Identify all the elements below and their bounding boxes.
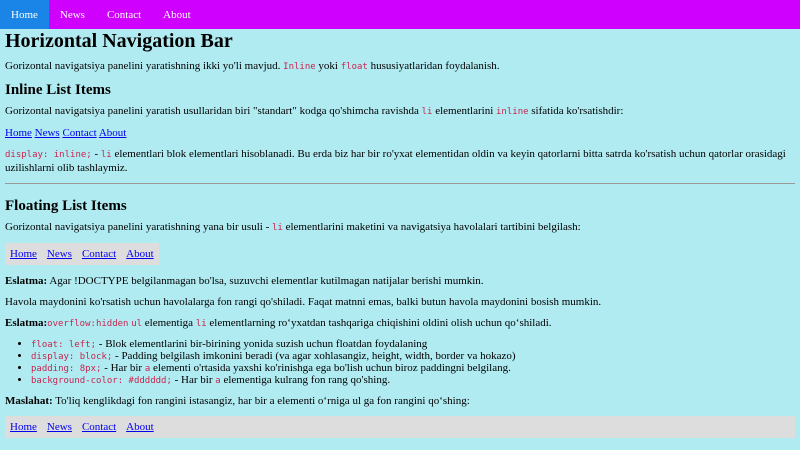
intro-text: yoki xyxy=(318,60,338,72)
inline-note xyxy=(5,148,795,175)
topnav-about[interactable]: About xyxy=(163,8,191,21)
desc-text: Gorizontal navigatsiya panelini yaratish usullaridan biri "standart" kodga qo'shimcha ravishda xyxy=(5,105,419,117)
desc-text: elementlarini xyxy=(435,105,494,117)
note-text: elementlarning roʻyxatdan tashqariga chiqishini oldini olish uchun qoʻshiladi. xyxy=(209,317,552,329)
list-item-text: elementi o'rtasida yaxshi ko'rinishga ega bo'lish uchun biroz paddingni belgilang. xyxy=(153,362,511,374)
link-area-paragraph: Havola maydonini ko'rsatish uchun havolalarga fon rangi qo'shiladi. Faqat matnni emas, balki butun havola maydonini bosish mumkin. xyxy=(5,296,602,308)
inline-link-contact[interactable]: Contact xyxy=(62,127,97,139)
float-link-news[interactable]: News xyxy=(46,248,72,260)
full-width-nav-demo xyxy=(5,416,795,438)
ul-code: ul xyxy=(131,319,143,329)
inline-links-demo xyxy=(5,127,795,140)
desc-text: elementlarini maketini va navigatsiya havolalari tartibini belgilash: xyxy=(285,221,581,233)
note-label: Eslatma: xyxy=(5,275,48,287)
background-color-code: background-color: #dddddd; xyxy=(31,376,172,386)
page-title: Horizontal Navigation Bar xyxy=(5,30,233,52)
full-link-home[interactable]: Home xyxy=(10,421,37,433)
inline-code: inline xyxy=(496,107,529,117)
overflow-hidden-code: overflow:hidden xyxy=(47,319,129,329)
inline-link-about[interactable]: About xyxy=(98,127,127,139)
tip-label: Maslahat: xyxy=(5,395,53,407)
inline-section-description xyxy=(5,105,795,119)
main-content xyxy=(0,30,800,438)
floating-nav-demo xyxy=(5,243,159,265)
list-item-text: - Har bir xyxy=(104,362,143,374)
tip-paragraph xyxy=(5,395,795,408)
note-text: Agar !DOCTYPE belgilanmagan bo'lsa, suzuvchi elementlar kutilmagan natijalar berishi mumkin. xyxy=(49,275,484,287)
a-code: a xyxy=(144,364,151,374)
topnav-news[interactable]: News xyxy=(59,8,85,21)
list-item xyxy=(31,363,795,375)
css-property-list xyxy=(5,339,795,387)
note-text: - xyxy=(94,148,99,160)
overflow-note xyxy=(5,317,795,331)
full-link-news[interactable]: News xyxy=(46,421,72,433)
inline-section-heading: Inline List Items xyxy=(5,82,111,98)
li-code: li xyxy=(272,223,283,233)
doctype-note xyxy=(5,275,795,288)
floating-section-description xyxy=(5,221,795,235)
topnav-contact[interactable]: Contact xyxy=(106,8,142,21)
display-block-code: display: block; xyxy=(31,352,113,362)
list-item-text: - Padding belgilash imkonini beradi (va agar xohlasangiz, height, width, border va hokazo) xyxy=(115,350,516,362)
topnav-home[interactable]: Home xyxy=(0,0,49,29)
note-text: elementlari blok elementlari hisoblanadi. Bu erda biz har bir ro'yxat elementidan oldin va keyin qatorlarni bitta satrda ko'rsatish uchun qatorlar orasidagi uzilishlarni olib tashlaymiz. xyxy=(5,148,786,174)
floating-section-heading: Floating List Items xyxy=(5,198,127,214)
display-inline-code: display: inline; xyxy=(5,150,92,160)
tip-text: To'liq kenglikdagi fon rangini istasangiz, har bir a elementi oʻrniga ul ga fon rangini qoʻshing: xyxy=(55,395,470,407)
top-navigation-bar xyxy=(0,0,800,29)
desc-text: sifatida ko'rsatishdir: xyxy=(531,105,624,117)
full-link-about[interactable]: About xyxy=(126,421,154,433)
desc-text: Gorizontal navigatsiya panelini yaratishning yana bir usuli - xyxy=(5,221,270,233)
list-item-text: - Har bir xyxy=(174,374,213,386)
inline-link-news[interactable]: News xyxy=(34,127,60,139)
inline-code: Inline xyxy=(283,62,316,72)
float-link-home[interactable]: Home xyxy=(10,248,37,260)
float-code: float xyxy=(340,62,368,72)
note-text: elementiga xyxy=(144,317,194,329)
full-link-contact[interactable]: Contact xyxy=(81,421,117,433)
list-item xyxy=(31,375,795,387)
section-divider xyxy=(5,183,795,184)
li-code: li xyxy=(195,319,207,329)
intro-text: hususiyatlaridan foydalanish. xyxy=(370,60,500,72)
note-label: Eslatma: xyxy=(5,317,48,329)
float-left-code: float: left; xyxy=(31,340,97,350)
intro-text: Gorizontal navigatsiya panelini yaratishning ikki yo'li mavjud. xyxy=(5,60,281,72)
li-code: li xyxy=(421,107,433,117)
a-code: a xyxy=(215,376,221,386)
intro-paragraph xyxy=(5,60,795,74)
float-link-contact[interactable]: Contact xyxy=(81,248,117,260)
list-item-text: - Blok elementlarini bir-birining yonida suzish uchun floatdan foydalaning xyxy=(98,338,428,350)
padding-code: padding: 8px; xyxy=(31,364,102,374)
li-code: li xyxy=(100,150,112,160)
inline-link-home[interactable]: Home xyxy=(5,127,32,139)
float-link-about[interactable]: About xyxy=(126,248,154,260)
list-item-text: elementiga kulrang fon rang qo'shing. xyxy=(223,374,391,386)
